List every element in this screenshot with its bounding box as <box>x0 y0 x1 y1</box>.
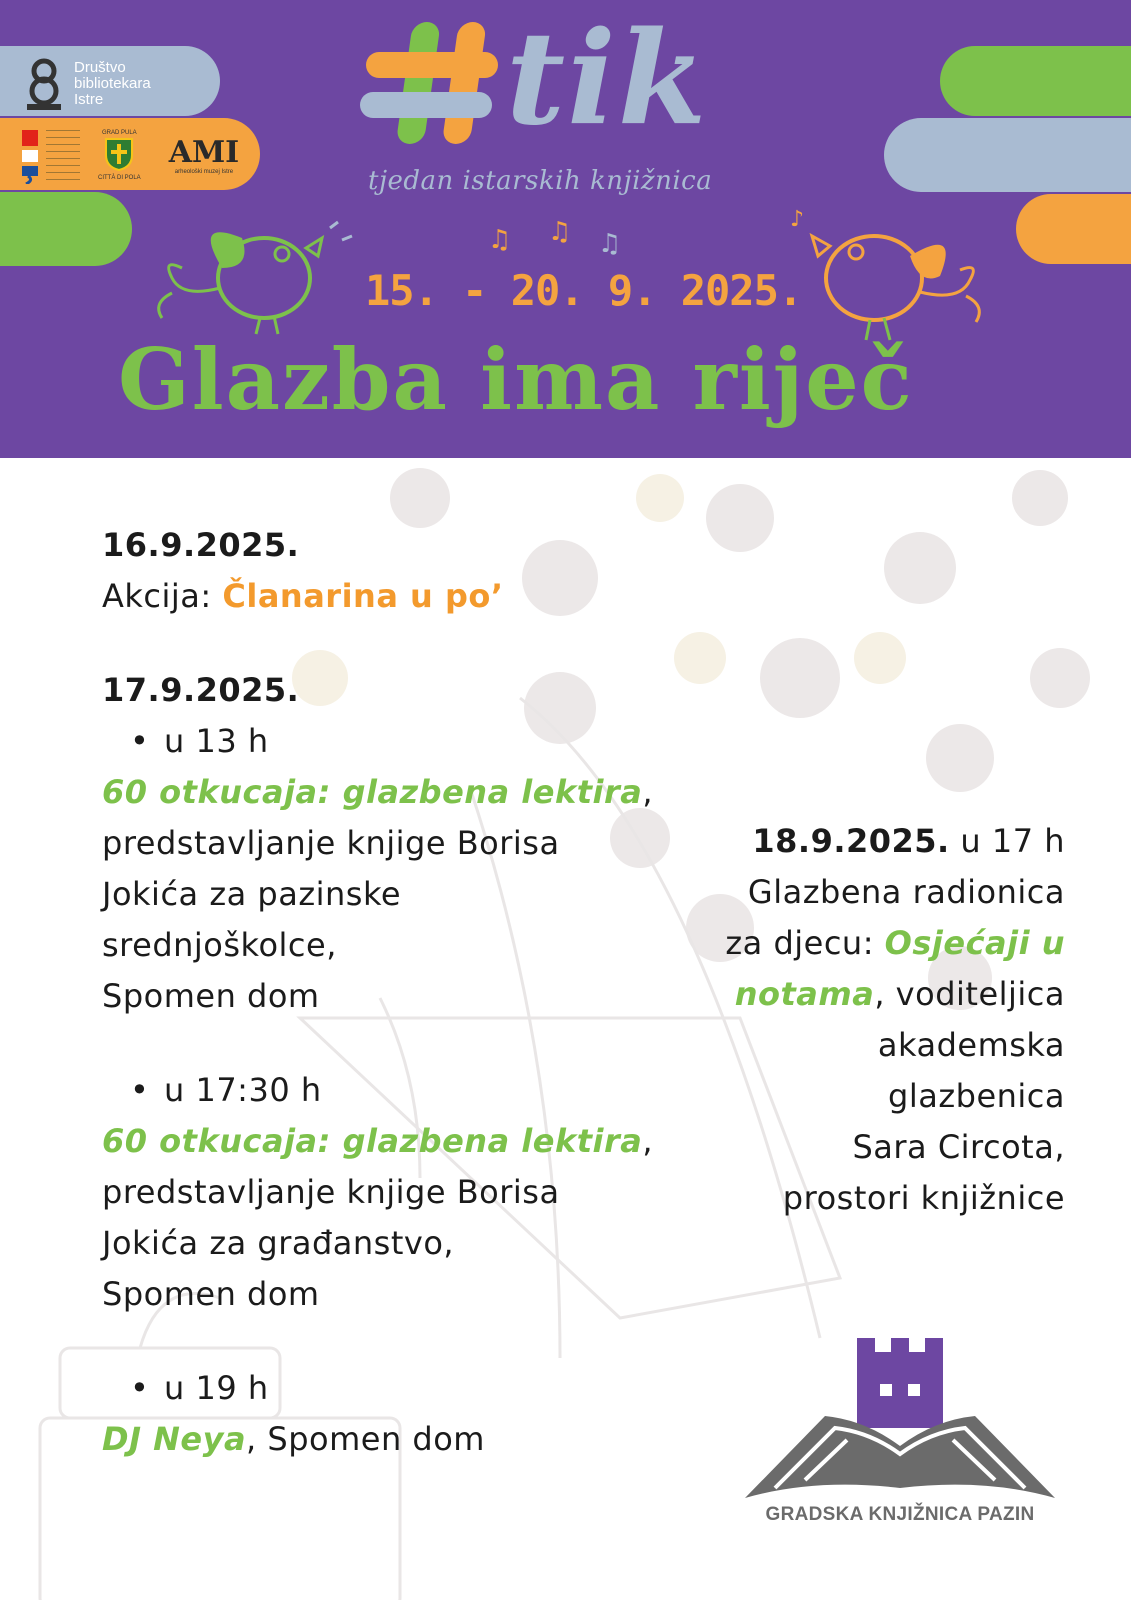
pula-logo <box>98 130 141 182</box>
hashtag-logo <box>360 4 780 164</box>
event-18-line7: Sara Circota, <box>852 1128 1065 1166</box>
festival-dates: 15. - 20. 9. 2025. <box>365 266 803 315</box>
event-1-line5: Spomen dom <box>102 977 320 1015</box>
event-18-line4-rest: , voditeljica <box>874 975 1065 1013</box>
event-2-line3: Jokića za građanstvo, <box>102 1224 455 1262</box>
pula-mini-text: GRAD PULA <box>102 130 137 136</box>
event-18-line6: glazbenica <box>888 1077 1065 1115</box>
tik-word: tik <box>506 4 709 154</box>
svg-text:♫: ♫ <box>488 225 512 255</box>
pill-green-right <box>940 46 1131 116</box>
event-3-title: DJ Neya <box>102 1420 247 1458</box>
svg-text:♫: ♫ <box>598 229 622 258</box>
sponsor-logos <box>20 128 239 184</box>
museum-logo <box>168 134 240 176</box>
event-18-line3-prefix: za djecu: <box>725 924 885 962</box>
event-18-line8: prostori knjižnice <box>782 1179 1065 1217</box>
festival-title: Glazba ima riječ <box>118 330 914 429</box>
svg-text:♪: ♪ <box>790 207 805 232</box>
date-18-9: 18.9.2025. <box>752 822 950 860</box>
event-3-time: u 19 h <box>164 1369 269 1407</box>
ministry-logo <box>20 128 80 184</box>
bird-right-icon <box>790 206 1000 346</box>
event-2-title: 60 otkucaja: glazbena lektira <box>102 1122 643 1160</box>
pula-mini-text-2: CITTÀ DI POLA <box>98 175 141 181</box>
event-18-line5: akademska <box>877 1026 1065 1064</box>
org-name: Društvo bibliotekara Istre <box>74 59 151 108</box>
org-logo-mark <box>24 56 64 112</box>
right-column <box>645 816 1065 1224</box>
pill-orange-right <box>1016 194 1131 264</box>
left-column <box>102 520 682 1465</box>
event-18-title-part2: notama <box>734 975 875 1013</box>
subtitle: tjedan istarskih knjižnica <box>368 166 713 196</box>
event-1-time: u 13 h <box>164 722 269 760</box>
pill-green-left <box>0 192 132 266</box>
library-name: GRADSKA KNJIŽNICA PAZIN <box>765 1504 1035 1525</box>
event-1-title: 60 otkucaja: glazbena lektira <box>102 773 643 811</box>
event-1-line3: Jokića za pazinske <box>102 875 402 913</box>
date-16-9: 16.9.2025. <box>102 526 300 564</box>
event-1-line2: predstavljanje knjige Borisa <box>102 824 560 862</box>
event-2-line2: predstavljanje knjige Borisa <box>102 1173 560 1211</box>
pill-grey-right <box>884 118 1131 192</box>
event-18-time: u 17 h <box>949 822 1065 860</box>
event-2-sep: , <box>642 1122 654 1160</box>
header-banner <box>0 0 1131 458</box>
event-1-line4: srednjoškolce, <box>102 926 337 964</box>
svg-text:♫: ♫ <box>548 218 572 247</box>
event-18-title-part1: Osjećaji u <box>884 924 1065 962</box>
org-logo <box>24 56 151 112</box>
event-3-rest: , Spomen dom <box>246 1420 485 1458</box>
museum-name: arheološki muzej Istre <box>174 168 234 175</box>
content-area <box>0 458 1131 1600</box>
bird-left-icon <box>142 208 372 338</box>
action-prefix: Akcija: <box>102 577 223 615</box>
date-17-9: 17.9.2025. <box>102 671 300 709</box>
event-1-sep: , <box>642 773 654 811</box>
event-18-line2: Glazbena radionica <box>747 873 1065 911</box>
event-2-time: u 17:30 h <box>164 1071 322 1109</box>
event-2-line4: Spomen dom <box>102 1275 320 1313</box>
music-notes-icon <box>488 218 648 258</box>
action-name: Članarina u po’ <box>222 577 504 615</box>
museum-mark: AMI <box>168 134 240 170</box>
library-logo-icon <box>735 1328 1065 1508</box>
